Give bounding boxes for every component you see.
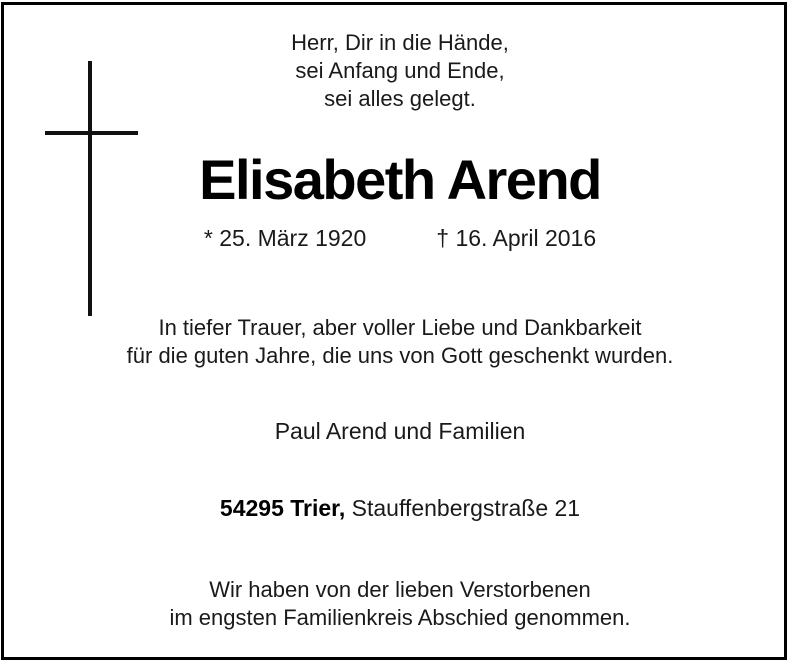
address-line [0,494,800,522]
verse-line-1: Herr, Dir in die Hände, [291,30,509,55]
condolence-text [0,314,800,370]
address-city: 54295 Trier, [219,495,346,521]
opening-verse [0,29,800,113]
mourners-line: Paul Arend und Familien [274,418,526,444]
condolence-line-2: für die guten Jahre, die uns von Gott geschenkt wurden. [126,343,674,368]
death-date: † 16. April 2016 [436,225,597,251]
closing-line-1: Wir haben von der lieben Verstorbenen [209,577,591,602]
condolence-line-1: In tiefer Trauer, aber voller Liebe und Dankbarkeit [158,315,642,340]
address-street: Stauffenbergstraße 21 [345,495,581,521]
deceased-name: Elisabeth Arend [199,148,601,211]
cross-horizontal-bar [45,131,138,135]
birth-date: * 25. März 1920 [203,225,367,251]
closing-text [0,576,800,632]
verse-line-3: sei alles gelegt. [324,86,476,111]
verse-line-2: sei Anfang und Ende, [295,58,505,83]
closing-line-2: im engsten Familienkreis Abschied genommen. [169,605,631,630]
life-dates [0,224,800,252]
